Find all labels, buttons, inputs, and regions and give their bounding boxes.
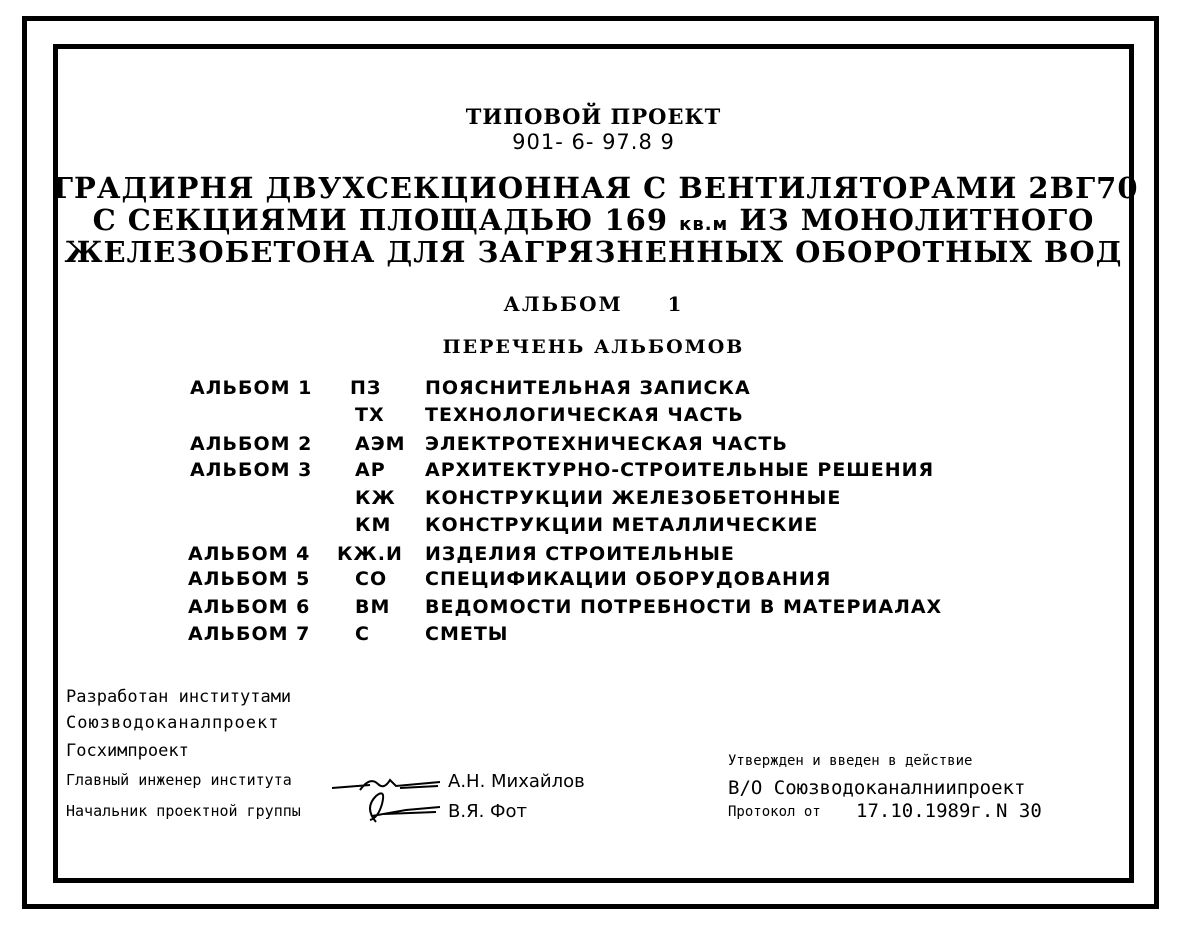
project-number: 901- 6- 97.8 9 bbox=[512, 130, 675, 154]
approved-line-2: В/О Союзводоканалниипроект bbox=[728, 777, 1026, 799]
list-title: ПЕРЕЧЕНЬ АЛЬБОМОВ bbox=[442, 336, 745, 358]
group-head-role: Начальник проектной группы bbox=[66, 802, 301, 820]
album-heading bbox=[53, 292, 1134, 316]
developed-institute-1: Союзводоканалпроект bbox=[66, 713, 280, 733]
album-list-name: СМЕТЫ bbox=[425, 623, 509, 645]
chief-engineer-role: Главный инженер института bbox=[66, 771, 292, 789]
album-list-code: АР bbox=[355, 459, 386, 481]
album-number: 1 bbox=[667, 292, 684, 316]
group-head-name: В.Я. Фот bbox=[448, 801, 528, 822]
title-line-2-a: С СЕКЦИЯМИ ПЛОЩАДЬЮ 169 bbox=[92, 203, 668, 237]
album-list-code: КМ bbox=[355, 514, 392, 536]
album-list-code: ТХ bbox=[355, 404, 385, 426]
album-list-album: АЛЬБОМ 2 bbox=[190, 433, 313, 455]
album-list-name: ТЕХНОЛОГИЧЕСКАЯ ЧАСТЬ bbox=[425, 404, 744, 426]
title-line-2-unit: кв.м bbox=[679, 214, 729, 235]
approved-line-1: Утвержден и введен в действие bbox=[728, 753, 973, 769]
album-list-album: АЛЬБОМ 3 bbox=[190, 459, 313, 481]
album-list-album: АЛЬБОМ 7 bbox=[188, 623, 311, 645]
album-list-code: АЭМ bbox=[355, 433, 406, 455]
protocol-label: Протокол от bbox=[728, 804, 821, 820]
chief-engineer-name: А.Н. Михайлов bbox=[448, 771, 585, 792]
album-list-name: ИЗДЕЛИЯ СТРОИТЕЛЬНЫЕ bbox=[425, 543, 735, 565]
developed-institute-2: Госхимпроект bbox=[66, 741, 189, 761]
album-list-name: ПОЯСНИТЕЛЬНАЯ ЗАПИСКА bbox=[425, 377, 751, 399]
album-list-album: АЛЬБОМ 4 bbox=[188, 543, 311, 565]
album-list-name: КОНСТРУКЦИИ ЖЕЛЕЗОБЕТОННЫЕ bbox=[425, 487, 842, 509]
album-list-code: СО bbox=[355, 568, 388, 590]
album-list-code: КЖ bbox=[355, 487, 396, 509]
group-head-signature-icon bbox=[362, 790, 444, 826]
project-type: ТИПОВОЙ ПРОЕКТ bbox=[465, 104, 722, 129]
album-list-code: ПЗ bbox=[350, 377, 382, 399]
title-line-3: ЖЕЛЕЗОБЕТОНА ДЛЯ ЗАГРЯЗНЕННЫХ ОБОРОТНЫХ ВОД bbox=[64, 235, 1123, 269]
album-list-name: КОНСТРУКЦИИ МЕТАЛЛИЧЕСКИЕ bbox=[425, 514, 819, 536]
album-list-name: АРХИТЕКТУРНО-СТРОИТЕЛЬНЫЕ РЕШЕНИЯ bbox=[425, 459, 935, 481]
album-list-album: АЛЬБОМ 5 bbox=[188, 568, 311, 590]
album-list-name: ВЕДОМОСТИ ПОТРЕБНОСТИ В МАТЕРИАЛАХ bbox=[425, 596, 943, 618]
title-line-2-b: ИЗ МОНОЛИТНОГО bbox=[739, 203, 1095, 237]
album-list-code: ВМ bbox=[355, 596, 391, 618]
protocol-date: 17.10.1989г. bbox=[856, 800, 994, 822]
album-list-code: С bbox=[355, 623, 370, 645]
album-list-album: АЛЬБОМ 1 bbox=[190, 377, 313, 399]
album-list-name: ЭЛЕКТРОТЕХНИЧЕСКАЯ ЧАСТЬ bbox=[425, 433, 788, 455]
album-label: АЛЬБОМ bbox=[503, 292, 623, 316]
developed-heading: Разработан институтами bbox=[66, 687, 292, 707]
album-list-code: КЖ.И bbox=[337, 543, 403, 565]
album-list-name: СПЕЦИФИКАЦИИ ОБОРУДОВАНИЯ bbox=[425, 568, 832, 590]
album-list-album: АЛЬБОМ 6 bbox=[188, 596, 311, 618]
title-line-1: ГРАДИРНЯ ДВУХСЕКЦИОННАЯ С ВЕНТИЛЯТОРАМИ 2ВГ70 bbox=[53, 171, 1139, 205]
protocol-number: N 30 bbox=[996, 800, 1042, 822]
